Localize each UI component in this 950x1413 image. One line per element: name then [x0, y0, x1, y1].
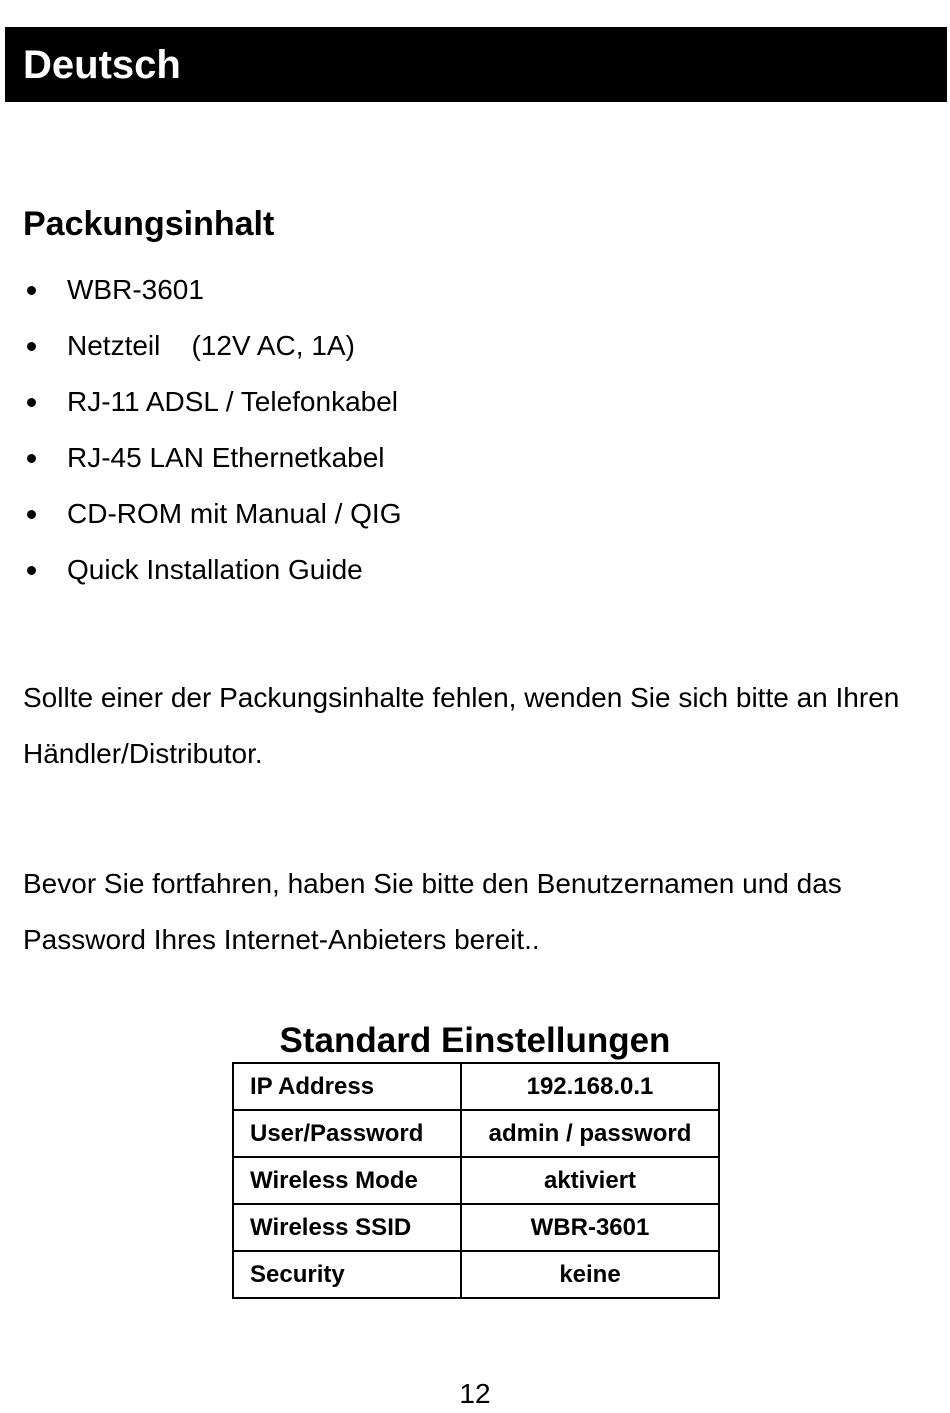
list-item-text: RJ-11 ADSL / Telefonkabel	[67, 386, 399, 417]
default-settings-table	[232, 1062, 720, 1299]
setting-key: Wireless Mode	[233, 1157, 461, 1204]
package-contents-heading: Packungsinhalt	[23, 205, 275, 243]
bullet-icon	[27, 566, 36, 575]
language-title: Deutsch	[23, 43, 181, 87]
language-header-bar	[5, 27, 947, 102]
list-item-text: WBR-3601	[67, 274, 204, 305]
setting-value: keine	[461, 1251, 719, 1298]
page-number: 12	[459, 1378, 491, 1409]
setting-key: Wireless SSID	[233, 1204, 461, 1251]
setting-value: WBR-3601	[461, 1204, 719, 1251]
bullet-icon	[27, 398, 36, 407]
table-row	[233, 1110, 719, 1157]
list-item-text: Netzteil (12V AC, 1A)	[67, 330, 355, 361]
list-item-text: CD-ROM mit Manual / QIG	[67, 498, 402, 529]
setting-value: aktiviert	[461, 1157, 719, 1204]
setting-key: Security	[233, 1251, 461, 1298]
missing-items-paragraph: Sollte einer der Packungsinhalte fehlen, wenden Sie sich bitte an Ihren Händler/Distributor.	[23, 682, 900, 769]
list-item-text: Quick Installation Guide	[67, 554, 363, 585]
setting-key: IP Address	[233, 1063, 461, 1110]
setting-value: admin / password	[461, 1110, 719, 1157]
bullet-icon	[27, 286, 36, 295]
bullet-icon	[27, 454, 36, 463]
bullet-icon	[27, 510, 36, 519]
setting-key: User/Password	[233, 1110, 461, 1157]
before-continuing-paragraph: Bevor Sie fortfahren, haben Sie bitte den Benutzernamen und das Password Ihres Internet-Anbieters bereit..	[23, 868, 842, 955]
list-item-text: RJ-45 LAN Ethernetkabel	[67, 442, 385, 473]
table-row	[233, 1204, 719, 1251]
setting-value: 192.168.0.1	[461, 1063, 719, 1110]
table-row	[233, 1063, 719, 1110]
table-row	[233, 1157, 719, 1204]
default-settings-title: Standard Einstellungen	[279, 1021, 671, 1060]
table-row	[233, 1251, 719, 1298]
bullet-icon	[27, 342, 36, 351]
